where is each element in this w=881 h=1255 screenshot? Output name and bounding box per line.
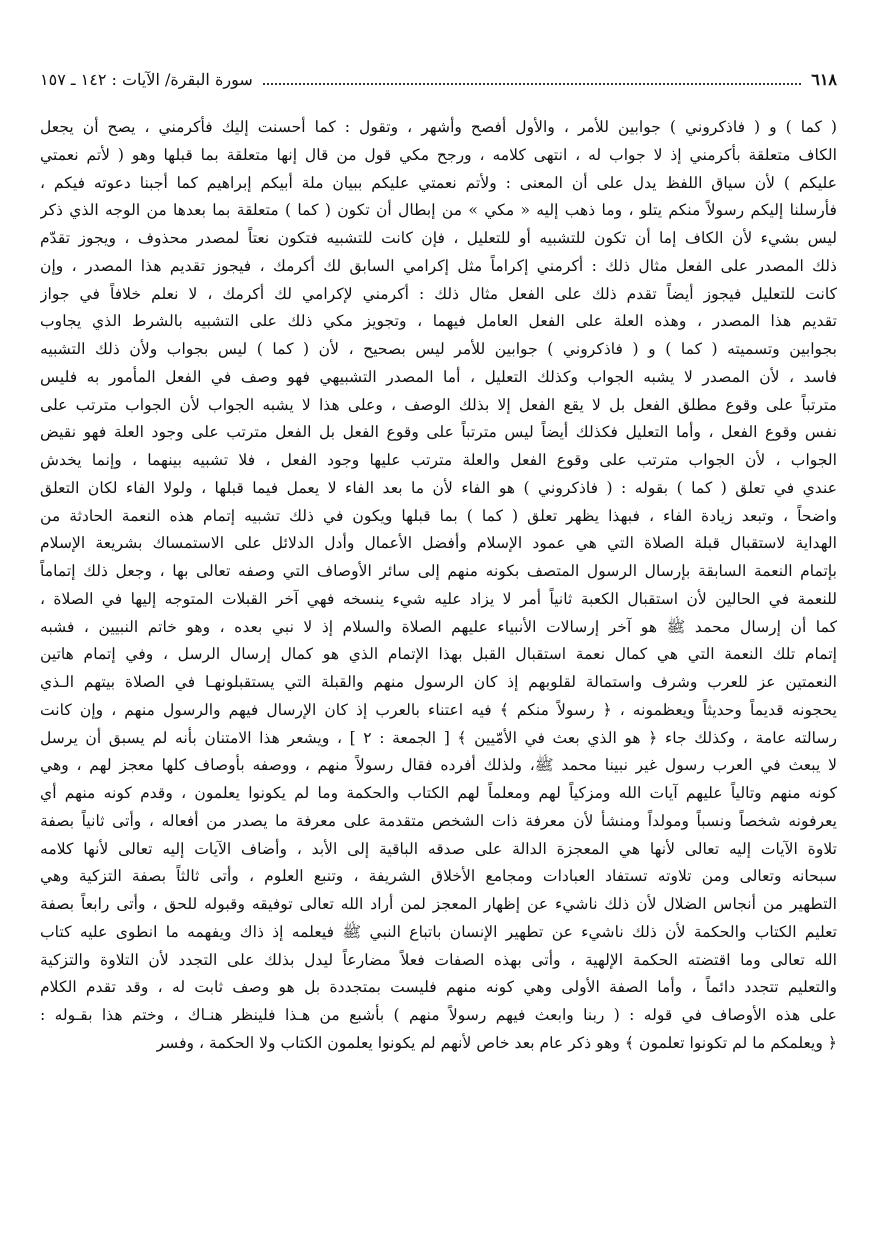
text-line: يعرفونه شخصاً ونسباً ومولداً ومنشأ لأن معرفة ذات الشخص متقدمة على معرفة ما يصدر من أفعاله ، وأتى ثانياً بصفة (40, 811, 837, 830)
text-line: النعمتين عز للعرب وشرف واستمالة لقلوبهم إذ كان الرسول منهم والقبلة التي يستقبلونهـا في الصلاة بيتهم الـذي (40, 673, 837, 691)
text-line: التطهير من أنجاس الضلال لأن ذلك ناشيء عن إظهار المعجز لمن أراد الله تعالى توفيقه وقبوله للحق ، وأتى رابعاً بصفة (40, 895, 837, 913)
text-line: واضحاً ، وتبعد زيادة الفاء ، فبهذا يظهر تعلق ( كما ) بما قبلها ويكون في ذلك تشبيه إتمام هذه النعمة الحادثة من (40, 506, 837, 525)
page-number: ٦١٨ (811, 70, 837, 89)
text-line: الهداية لاستقبال قبلة الصلاة التي هي عمود الإسلام وأفضل الأعمال وأدل الدلائل على الاستمساك بشريعة الإسلام (40, 534, 837, 553)
text-line: كانت للتعليل فيجوز أيضاً تقدم ذلك على الفعل مثال ذلك : أكرمني لإكرامي لك أكرمك ، لا نعلم خلافاً في جواز (40, 284, 837, 303)
text-line: ﴿ ويعلمكم ما لم تكونوا تعلمون ﴾ وهو ذكر عام بعد خاص لأنهم لم يكونوا يعلمون الكتاب ولا الحكمة ، وفسر (156, 1033, 837, 1052)
text-line: إتمام تلك النعمة التي هي كمال نعمة استقبال القبل بهذا الإتمام الذي هو كمال إرسال الرسل ، وفي إتمام هاتين (40, 645, 837, 664)
text-line: تلاوة الآيات إليه تعالى لأنها هي المعجزة الدالة على صدقه الباقية إلى الأبد ، وأضاف الآيات إليه تعالى لأنها كلامه (40, 839, 837, 858)
text-line: مترتباً على وقوع مطلق الفعل بل لا يقع الفعل إلا بذلك الوصف ، وعلى هذا لا يشبه الجواب لأن الجواب مترتب على (40, 395, 837, 414)
text-line: الجواب ، لأن الجواب مترتب على وقوع الفعل والعلة مترتب عليها وجود الفعل ، فلا تشبيه بينهما ، وإنما يخدش (40, 451, 837, 469)
text-line: سبحانه وتعالى ومن تلاوته تستفاد العبادات ومجامع الأخلاق الشريفة ، وتنبع العلوم ، وأتى ثالثاً بصفة التزكية وهي (40, 867, 837, 886)
text-line: ذلك المصدر على الفعل مثال ذلك : أكرمني إكراماً مثل إكرامي السابق لك أكرمك ، فيجوز تقديم هذا المصدر ، وإن (40, 256, 837, 275)
text-line: والتعليم تتجدد دائماً ، وأما الصفة الأولى وهي كونه منهم فليست بمتجددة بل هو وصف ثابت له ، وقد تقدم الكلام (40, 978, 837, 997)
text-line: كما أن إرسال محمد ﷺ هو آخر إرسالات الأنبياء عليهم الصلاة والسلام إذ لا نبي بعده ، وهو خاتم النبيين ، فشبه (40, 617, 837, 636)
text-line: رسالته عامة ، وكذلك جاء ﴿ هو الذي بعث في الأمّيين ﴾ [ الجمعة : ٢ ] ، ويشعر هذا الامتنان بأنه لم يسبق أن يرسل (40, 728, 837, 747)
running-title: سورة البقرة/ الآيات : ١٤٢ ـ ١٥٧ (40, 70, 253, 89)
text-line: بإتمام النعمة السابقة بإرسال الرسول المتصف بكونه منهم إلى سائر الأوصاف التي وصفه تعالى بها ، وجعل ذلك إتماماً (40, 562, 837, 580)
running-header (40, 70, 837, 96)
text-line: يحجونه قديماً وحديثاً ويعظمونه ، ﴿ رسولاً منكم ﴾ فيه اعتناء بالعرب إذ كان الإرسال فيهم والرسول منهم ، وإن كانت (40, 700, 837, 719)
text-line: على هذه الأوصاف في قوله : ( ربنا وابعث فيهم رسولاً منهم ) بأشبع من هـذا فلينظر هنـاك ، وختم هذا بقـوله : (40, 1006, 837, 1024)
text-line: الكاف متعلقة بأكرمني إذ لا جواب له ، انتهى كلامه ، ورجح مكي قول من قال إنها متعلقة بما قبلها وهو ( لأتم نعمتي (40, 145, 837, 164)
text-line: تقديم هذا المصدر ، وهذه العلة على الفعل العامل فيهما ، وتجويز مكي ذلك على التشبيه بالشرط الذي يجاوب (40, 312, 837, 331)
text-line: كونه منهم وتالياً عليهم آيات الله ومزكياً لهم ومعلماً لهم الكتاب والحكمة وما لم يكونوا يعلمون ، وقدم كونه منهم أي (40, 784, 837, 802)
text-line: للنعمة في الحالين لأن استقبال الكعبة ثانياً أمر لا يزاد عليه شيء ينسخه فهي آخر القبلات المتوجه إليها في الصلاة ، (40, 589, 837, 608)
text-line: ليس بشيء لأن الكاف إما أن تكون للتشبيه أو للتعليل ، فإن كانت للتشبيه فتكون نعتاً لمصدر محذوف ، ويجوز تقدّم (40, 229, 837, 247)
text-line: الله تعالى وما اقتضته الحكمة الإلهية ، وأتى بهذه الصفات فعلاً مضارعاً ليدل بذلك على التجدد لأن التلاوة والتزكية (40, 950, 837, 969)
text-line: تعليم الكتاب والحكمة لأن ذلك ناشيء عن تطهير الإنسان باتباع النبي ﷺ فيعلمه إذ ذاك ويفهمه ما انطوى عليه كتاب (40, 922, 837, 941)
text-line: عليكم ) لأن سياق اللفظ يدل على أن المعنى : ولأتم نعمتي عليكم ببيان ملة أبيكم إبراهيم كما أجبنا دعوته فيكم ، (40, 173, 837, 192)
text-line: فاسد ، لأن المصدر لا يشبه الجواب وكذلك التعليل ، أما المصدر التشبيهي فهو وصف في الفعل المأمور به فليس (40, 367, 837, 386)
text-line: ( كما ) و ( فاذكروني ) جوابين للأمر ، والأول أفصح وأشهر ، وتقول : كما أحسنت إليك فأكرمني ، يصح أن يجعل (40, 118, 837, 136)
text-line: بجوابين وتسميته ( كما ) و ( فاذكروني ) جوابين للأمر ليس بصحيح ، لأن ( كما ) ليس بجواب ولأن ذلك التشبيه (40, 340, 837, 358)
page-body (40, 114, 837, 1058)
book-page (40, 70, 837, 1058)
text-line: عندي في تعلق ( كما ) بقوله : ( فاذكروني ) هو الفاء لأن ما بعد الفاء لا يعمل فيما قبلها ، ولولا الفاء لكان التعلق (40, 478, 837, 497)
text-line: لا يبعث في العرب رسول غير نبينا محمد ﷺ، ولذلك أفرده فقال رسولاً منهم ، ووصفه بأوصاف كلها معجز لهم ، وهي (40, 756, 837, 775)
text-line: فأرسلنا إليكم رسولاً منكم يتلو ، وما ذهب إليه « مكي » من إبطال أن تكون ( كما ) متعلقة بما بعدها من الوجه الذي ذكر (40, 201, 837, 220)
text-line: نفس وقوع الفعل ، وأما التعليل فكذلك أيضاً ليس مترتباً على وقوع الفعل بل الفعل مترتب على وجود العلة فهو نقيض (40, 423, 837, 442)
dotted-leader (263, 73, 801, 85)
